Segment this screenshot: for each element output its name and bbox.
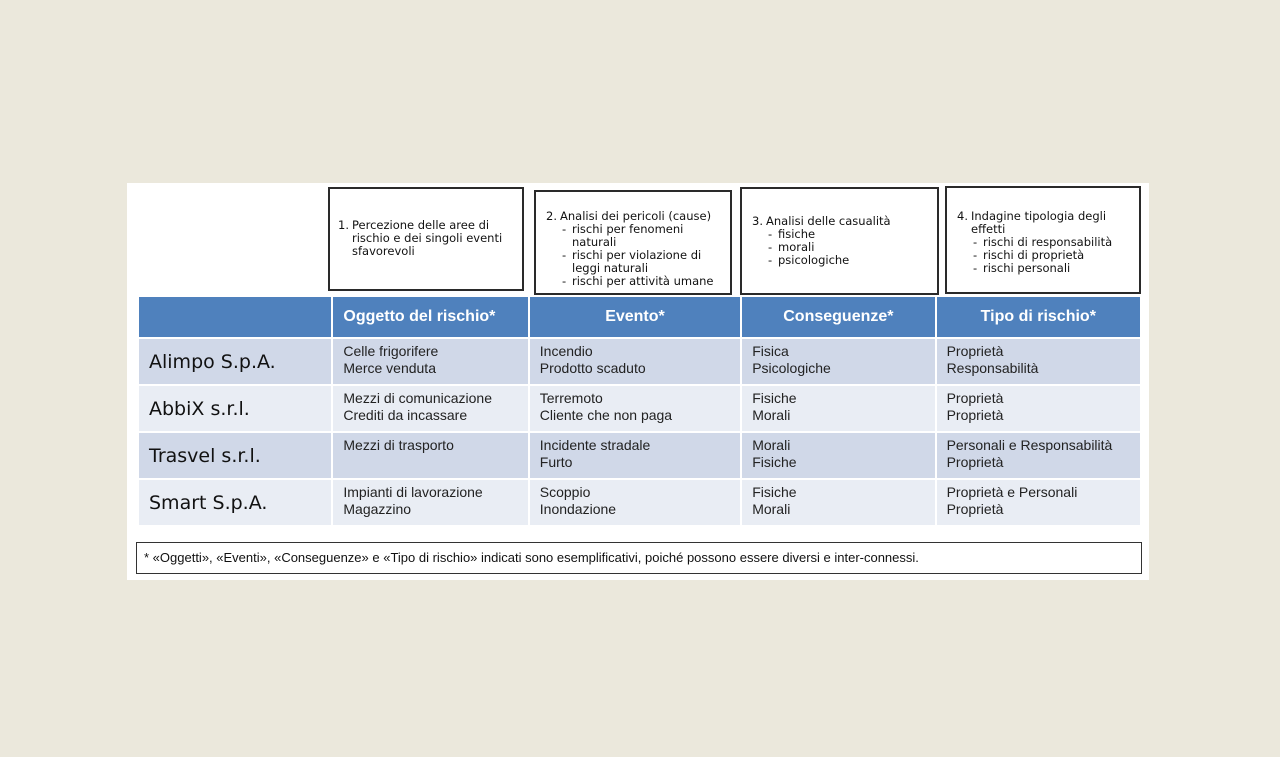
cell-line: Proprietà — [946, 454, 1004, 470]
cell-line: Merce venduta — [343, 360, 436, 376]
evento-cell — [530, 339, 740, 384]
step-title: Analisi dei pericoli (cause) — [560, 209, 712, 223]
step-list-item: - fisiche — [768, 228, 929, 241]
evento-cell — [530, 480, 740, 525]
step-number: 2. — [546, 209, 557, 223]
cell-line: Fisica — [752, 343, 789, 359]
cell-line: Fisiche — [752, 390, 797, 406]
step-box-2 — [534, 190, 732, 295]
conseguenze-cell — [742, 339, 934, 384]
step-list-item: - rischi per attività umane — [562, 275, 722, 288]
table-row — [139, 339, 1140, 384]
tipo-cell — [937, 339, 1140, 384]
cell-line: Morali — [752, 437, 791, 453]
cell-line: Proprietà — [946, 343, 1004, 359]
cell-line: Morali — [752, 501, 791, 517]
cell-line: Proprietà e Personali — [946, 484, 1078, 500]
table-row — [139, 433, 1140, 478]
company-cell: AbbiX s.r.l. — [139, 386, 331, 431]
company-cell: Trasvel s.r.l. — [139, 433, 331, 478]
step-list — [957, 236, 1131, 275]
step-list — [546, 223, 722, 288]
header-cell-conseguenze: Conseguenze* — [742, 297, 934, 337]
company-cell: Smart S.p.A. — [139, 480, 331, 525]
cell-line: Terremoto — [539, 390, 603, 406]
cell-line: Proprietà — [946, 407, 1004, 423]
table-row — [139, 480, 1140, 525]
cell-line: Proprietà — [946, 501, 1004, 517]
cell-line: Incidente stradale — [539, 437, 651, 453]
cell-line: Celle frigorifere — [343, 343, 439, 359]
step-title: Analisi delle casualità — [766, 214, 891, 228]
conseguenze-cell — [742, 386, 934, 431]
tipo-cell — [937, 480, 1140, 525]
cell-line: Magazzino — [343, 501, 412, 517]
header-cell-oggetto: Oggetto del rischio* — [333, 297, 527, 337]
cell-line: Inondazione — [539, 501, 617, 517]
cell-line: Morali — [752, 407, 791, 423]
header-cell-evento: Evento* — [530, 297, 740, 337]
oggetto-cell — [333, 339, 527, 384]
evento-cell — [530, 386, 740, 431]
risk-table — [137, 295, 1142, 527]
cell-line: Fisiche — [752, 484, 797, 500]
tipo-cell — [937, 433, 1140, 478]
cell-line: Proprietà — [946, 390, 1004, 406]
step-box-4 — [945, 186, 1141, 294]
step-title: Percezione delle aree di rischio e dei singoli eventi sfavorevoli — [352, 218, 503, 258]
cell-line: Crediti da incassare — [343, 407, 468, 423]
cell-line: Fisiche — [752, 454, 797, 470]
cell-line: Furto — [539, 454, 573, 470]
slide — [127, 183, 1149, 580]
table-row — [139, 386, 1140, 431]
tipo-cell — [937, 386, 1140, 431]
header-cell-tipo: Tipo di rischio* — [937, 297, 1140, 337]
step-title: Indagine tipologia degli effetti — [971, 209, 1107, 236]
cell-line: Cliente che non paga — [539, 407, 673, 423]
oggetto-cell — [333, 386, 527, 431]
conseguenze-cell — [742, 480, 934, 525]
conseguenze-cell — [742, 433, 934, 478]
cell-line: Incendio — [539, 343, 593, 359]
footnote: * «Oggetti», «Eventi», «Conseguenze» e «Tipo di rischio» indicati sono esemplificativi, poiché possono essere diversi e inter-connessi. — [136, 542, 1142, 574]
step-list-item: - rischi per violazione di leggi naturali — [562, 249, 722, 275]
step-list-item: - rischi per fenomeni naturali — [562, 223, 722, 249]
step-list-item: - psicologiche — [768, 254, 929, 267]
oggetto-cell — [333, 480, 527, 525]
step-number: 3. — [752, 214, 763, 228]
evento-cell — [530, 433, 740, 478]
oggetto-cell — [333, 433, 527, 478]
step-list-item: - rischi di proprietà — [973, 249, 1131, 262]
cell-line: Mezzi di comunicazione — [343, 390, 492, 406]
step-box-3 — [740, 187, 939, 295]
cell-line: Psicologiche — [752, 360, 831, 376]
cell-line: Scoppio — [539, 484, 591, 500]
table-header-row — [139, 297, 1140, 337]
step-list — [752, 228, 929, 267]
cell-line: Responsabilità — [946, 360, 1039, 376]
step-list-item: - rischi di responsabilità — [973, 236, 1131, 249]
step-list-item: - rischi personali — [973, 262, 1131, 275]
step-box-1 — [328, 187, 524, 291]
cell-line: Prodotto scaduto — [539, 360, 646, 376]
step-number: 1. — [338, 218, 349, 232]
header-cell-blank — [139, 297, 331, 337]
step-number: 4. — [957, 209, 968, 223]
step-list-item: - morali — [768, 241, 929, 254]
cell-line: Impianti di lavorazione — [343, 484, 483, 500]
company-cell: Alimpo S.p.A. — [139, 339, 331, 384]
cell-line: Mezzi di trasporto — [343, 437, 454, 453]
cell-line: Personali e Responsabilità — [946, 437, 1113, 453]
